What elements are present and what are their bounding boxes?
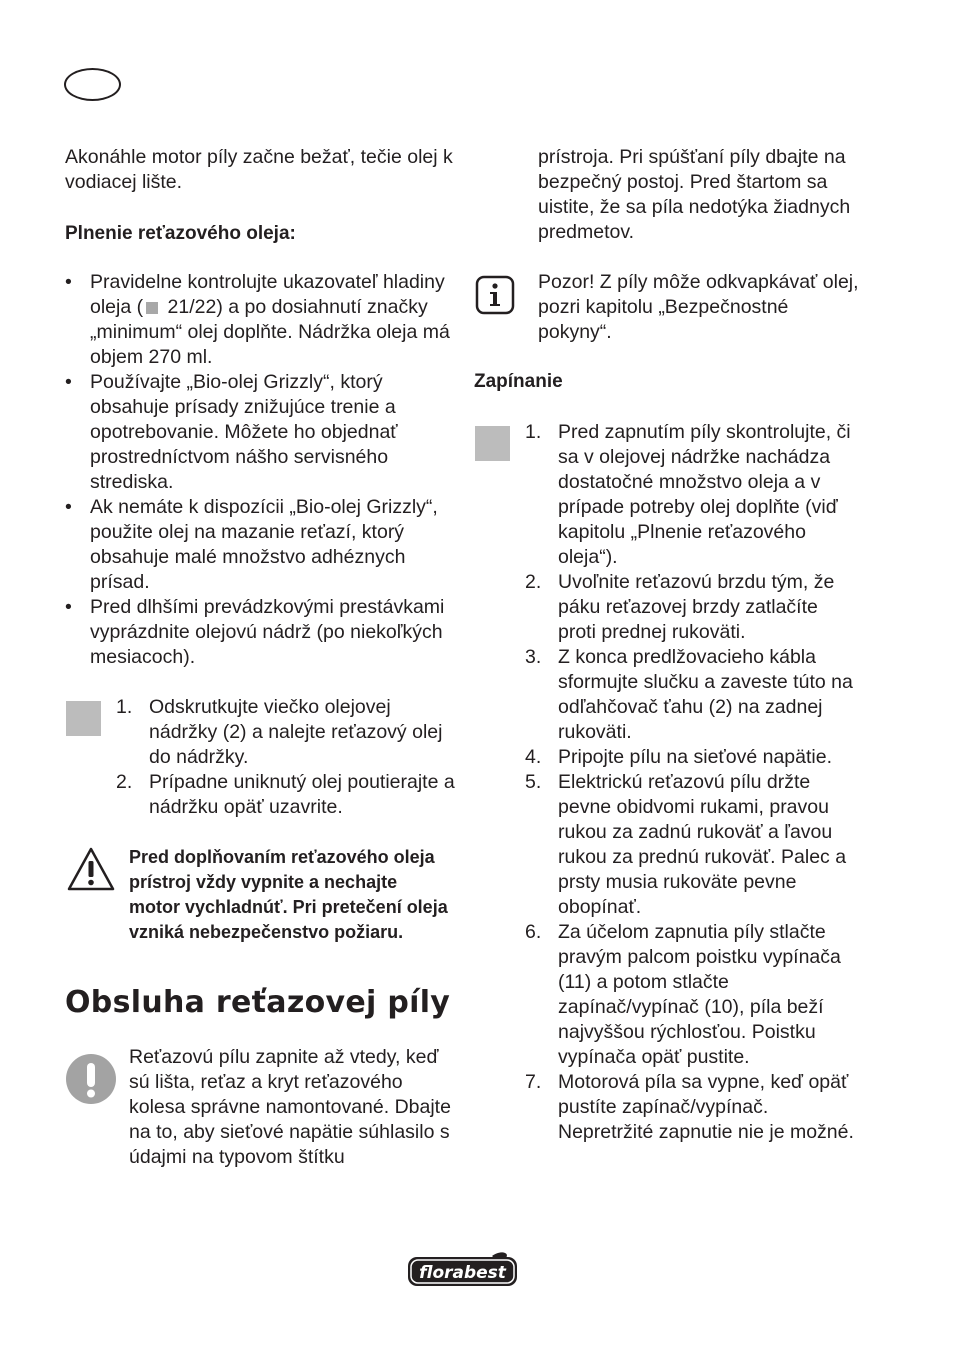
list-item: 2. Uvoľnite reťazovú brzdu tým, že páku reťazovej brzdy zatlačíte proti prednej rukoväti. <box>525 571 835 643</box>
list-item: • Ak nemáte k dispozícii „Bio-olej Grizzly“, použite olej na mazanie reťazí, ktorý obsahuje malé množstvo adhéznych prísad. <box>65 495 455 595</box>
oil-steps-list <box>116 695 456 820</box>
list-item: 3. Z konca predlžovacieho kábla sformujte slučku a zaveste túto na odľahčovač ťahu (2) na zadnej rukoväti. <box>525 646 853 743</box>
svg-text:florabest: florabest <box>419 1263 506 1283</box>
list-item: 6. Za účelom zapnutia píly stlačte pravým palcom poistku vypínača (11) a potom stlačte zapínač/vypínač (10), píla beží najvyššou rýchlosťou. Poistku vypínača opäť pustite. <box>525 921 841 1068</box>
notice-text: Reťazovú pílu zapnite až vtedy, keď sú lišta, reťaz a kryt reťazového kolesa správne namontované. Dbajte na to, aby sieťové napätie súhlasilo s údajmi na typovom štítku <box>129 1046 451 1168</box>
list-item: 5. Elektrickú reťazovú pílu držte pevne obidvomi rukami, pravou rukou za zadnú rukoväť a ľavou rukou za prednú rukoväť. Palec a prsty musia rukoväte pevne obopínať. <box>525 771 847 918</box>
switch-on-heading: Zapínanie <box>474 371 563 392</box>
warning-triangle-icon <box>66 846 116 892</box>
oil-bullet-list <box>65 270 455 670</box>
list-item: 1. Odskrutkujte viečko olejovej nádržky (2) a nalejte reťazový olej do nádržky. <box>116 696 443 768</box>
info-text: Pozor! Z píly môže odkvapkávať olej, pozri kapitolu „Bezpečnostné pokyny“. <box>538 271 859 343</box>
figure-reference-icon <box>146 302 158 314</box>
list-item: 1. Pred zapnutím píly skontrolujte, či sa v olejovej nádržke nachádza dostatočné množstvo oleja a v prípade potreby olej doplňte (viď kapitolu „Plnenie reťazového oleja“). <box>525 421 851 568</box>
exclamation-icon <box>65 1053 117 1105</box>
figure-reference-box <box>66 701 101 736</box>
figure-reference-box <box>475 426 510 461</box>
oil-fill-heading: Plnenie reťazového oleja: <box>65 223 296 244</box>
section-heading: Obsluha reťazovej píly <box>65 985 451 1020</box>
list-item: 7. Motorová píla sa vypne, keď opäť pustíte zapínač/vypínač. Nepretržité zapnutie nie je možné. <box>525 1071 854 1143</box>
info-icon <box>475 275 515 315</box>
switch-on-steps-list <box>525 420 860 1145</box>
fire-warning-text: Pred doplňovaním reťazového oleja prístroj vždy vypnite a nechajte motor vychladnúť. Pri pretečení oleja vzniká nebezpečenstvo požiaru. <box>129 847 448 942</box>
list-item: • Používajte „Bio-olej Grizzly“, ktorý obsahuje prísady znižujúce trenie a opotrebovanie. Môžete ho objednať prostredníctvom nášho servisného strediska. <box>65 370 455 495</box>
florabest-logo <box>406 1252 519 1288</box>
list-item: 2. Prípadne uniknutý olej poutierajte a nádržku opäť uzavrite. <box>116 771 455 818</box>
list-item: • Pred dlhšími prevádzkovými prestávkami vyprázdnite olejovú nádrž (po niekoľkých mesiacoch). <box>65 595 455 670</box>
list-item: 4. Pripojte pílu na sieťové napätie. <box>525 746 832 768</box>
intro-paragraph: Akonáhle motor píly začne bežať, tečie olej k vodiacej lište. <box>65 146 453 193</box>
list-item: • Pravidelne kontrolujte ukazovateľ hladiny oleja ( 21/22) a po dosiahnutí značky „minimum“ olej doplňte. Nádržka oleja má objem 270 ml. <box>65 270 455 370</box>
continuation-paragraph: prístroja. Pri spúšťaní píly dbajte na bezpečný postoj. Pred štartom sa uistite, že sa píla nedotýka žiadnych predmetov. <box>538 146 851 243</box>
language-badge-oval <box>64 68 121 101</box>
